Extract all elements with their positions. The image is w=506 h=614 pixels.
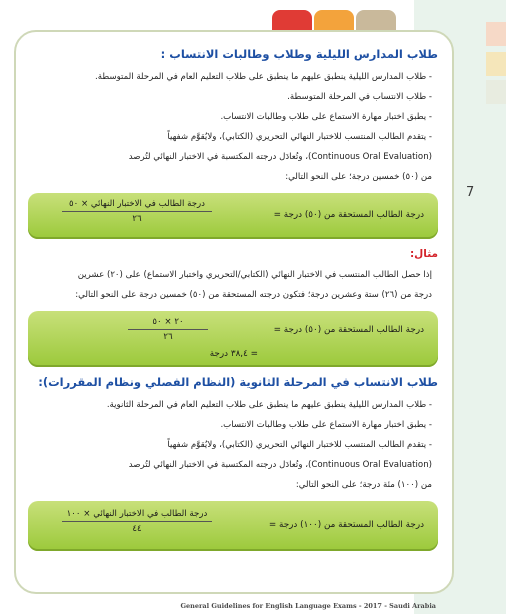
formula-lhs: درجة الطالب المستحقة من (٥٠) درجة = bbox=[273, 210, 424, 220]
formula-lhs: درجة الطالب المستحقة من (٥٠) درجة = bbox=[273, 325, 424, 335]
example-line: درجة من (٢٦) ستة وعشرين درجة؛ فتكون درجته المستحقة من (٥٠) خمسين درجة على النحو التالي: bbox=[75, 290, 432, 300]
formula-numerator: ٢٠ × ٥٠ bbox=[152, 317, 184, 327]
section1-title: طلاب المدارس الليلية وطلاب وطالبات الانتساب : bbox=[160, 47, 438, 61]
formula-box-2 bbox=[28, 311, 438, 367]
side-stripe-3 bbox=[486, 80, 506, 104]
formula-box-3 bbox=[28, 501, 438, 551]
section2-line: (Continuous Oral Evaluation)، وتُعادَل درجته المكتسبة في الاختبار النهائي لتُرصد bbox=[128, 460, 432, 470]
formula-result: = ٣٨,٤ درجة bbox=[209, 349, 258, 359]
section1-line: - طلاب الانتساب في المرحلة المتوسطة. bbox=[287, 92, 432, 102]
fraction-line bbox=[62, 211, 212, 212]
section2-line: من (١٠٠) مئة درجة؛ على النحو التالي: bbox=[295, 480, 432, 490]
formula-fraction bbox=[62, 509, 212, 534]
formula-lhs: درجة الطالب المستحقة من (١٠٠) درجة = bbox=[268, 520, 424, 530]
fraction-line bbox=[62, 521, 212, 522]
example-label: مثال: bbox=[409, 248, 438, 260]
side-stripe-2 bbox=[486, 52, 506, 76]
example-line: إذا حصل الطالب المنتسب في الاختبار النهائي (الكتابي/التحريري واختبار الاستماع) على (٢٠) عشرين bbox=[77, 270, 432, 280]
section1-line: - يتقدم الطالب المنتسب للاختبار النهائي التحريري (الكتابي)، ولايُقوَّم شفهياً bbox=[167, 132, 432, 142]
page-content bbox=[22, 45, 438, 557]
formula-box-1 bbox=[28, 193, 438, 239]
formula-denominator: ٤٤ bbox=[132, 524, 142, 534]
section1-line: - يطبق اختبار مهارة الاستماع على طلاب وطالبات الانتساب. bbox=[220, 112, 432, 122]
page-number: 7 bbox=[466, 185, 475, 200]
section2-title: طلاب الانتساب في المرحلة الثانوية (النظام الفصلي ونظام المقررات): bbox=[38, 375, 438, 389]
fraction-line bbox=[128, 329, 208, 330]
section1-line: - طلاب المدارس الليلية ينطبق عليهم ما ينطبق على طلاب التعليم العام في المرحلة المتوسطة. bbox=[95, 72, 432, 82]
section2-line: - يتقدم الطالب المنتسب للاختبار النهائي التحريري (الكتابي)، ولايُقوَّم شفهياً bbox=[167, 440, 432, 450]
formula-numerator: درجة الطالب في الاختبار النهائي × ١٠٠ bbox=[66, 509, 208, 519]
section2-line: - طلاب المدارس الليلية ينطبق عليهم ما ينطبق على طلاب التعليم العام في المرحلة الثانوية. bbox=[106, 400, 432, 410]
section2-line: - يطبق اختبار مهارة الاستماع على طلاب وطالبات الانتساب. bbox=[220, 420, 432, 430]
page-footer: General Guidelines for English Language Exams - 2017 - Saudi Arabia bbox=[180, 602, 436, 610]
formula-denominator: ٢٦ bbox=[132, 214, 142, 224]
side-stripe-1 bbox=[486, 22, 506, 46]
formula-fraction bbox=[128, 317, 208, 342]
formula-denominator: ٢٦ bbox=[163, 332, 173, 342]
formula-fraction bbox=[62, 199, 212, 224]
formula-numerator: درجة الطالب في الاختبار النهائي × ٥٠ bbox=[68, 199, 205, 209]
section1-line: (Continuous Oral Evaluation)، وتُعادَل درجته المكتسبة في الاختبار النهائي لتُرصد bbox=[128, 152, 432, 162]
section1-line: من (٥٠) خمسين درجة؛ على النحو التالي: bbox=[285, 172, 432, 182]
